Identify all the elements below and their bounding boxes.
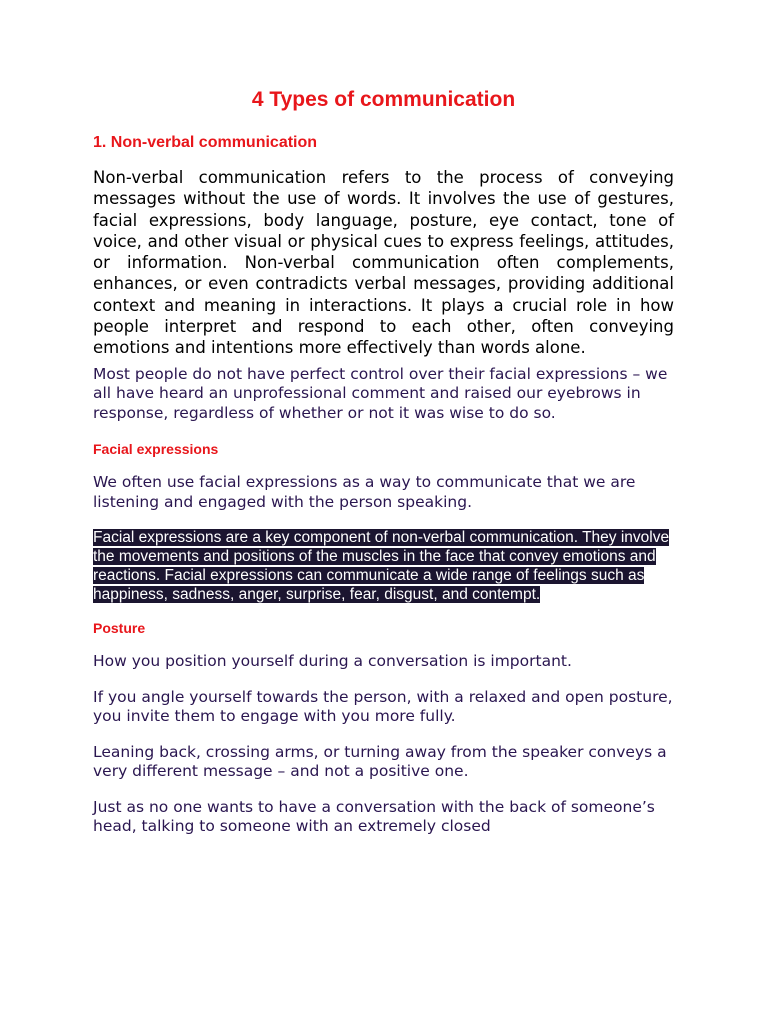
non-verbal-definition-paragraph: Non-verbal communication refers to the process of conveying messages without the use of words. It involves the use of gestures, facial expressions, body language, posture, eye contact, tone of voice, and other visual or physical cues to express feelings, attitudes, or information. Non-verbal communication often complements, enhances, or even contradicts verbal messages, providing additional context and meaning in interactions. It plays a crucial role in how people interpret and respond to each other, often conveying emotions and intentions more effectively than words alone. [93,168,674,358]
posture-paragraph: How you position yourself during a conversation is important. [93,652,572,671]
facial-expressions-paragraph: We often use facial expressions as a way to communicate that we are listening and engaged with the person speaking. [93,473,636,511]
highlighted-paragraph [93,528,674,604]
section-heading-non-verbal: 1. Non-verbal communication [93,134,318,151]
selected-text[interactable]: Facial expressions are a key component of non-verbal communication. They involve the movements and positions of the muscles in the face that convey emotions and reactions. Facial expressions can communicate a wide range of feelings such as happiness, sadness, anger, surprise, fear, disgust, and contempt. [93,529,670,604]
posture-paragraph: If you angle yourself towards the person, with a relaxed and open posture, you invite them to engage with you more fully. [93,687,673,726]
facial-control-paragraph: Most people do not have perfect control over their facial expressions – we all have heard an unprofessional comment and raised our eyebrows in response, regardless of whether or not it was wise to do so. [93,364,668,422]
subheading-facial-expressions: Facial expressions [93,441,219,458]
posture-paragraph: Leaning back, crossing arms, or turning away from the speaker conveys a very different message – and not a positive one. [93,742,667,781]
subheading-posture: Posture [93,620,146,637]
document-page [93,84,674,853]
posture-paragraph: Just as no one wants to have a conversation with the back of someone’s head, talking to someone with an extremely closed [93,797,655,836]
document-title: 4 Types of communication [251,88,516,111]
